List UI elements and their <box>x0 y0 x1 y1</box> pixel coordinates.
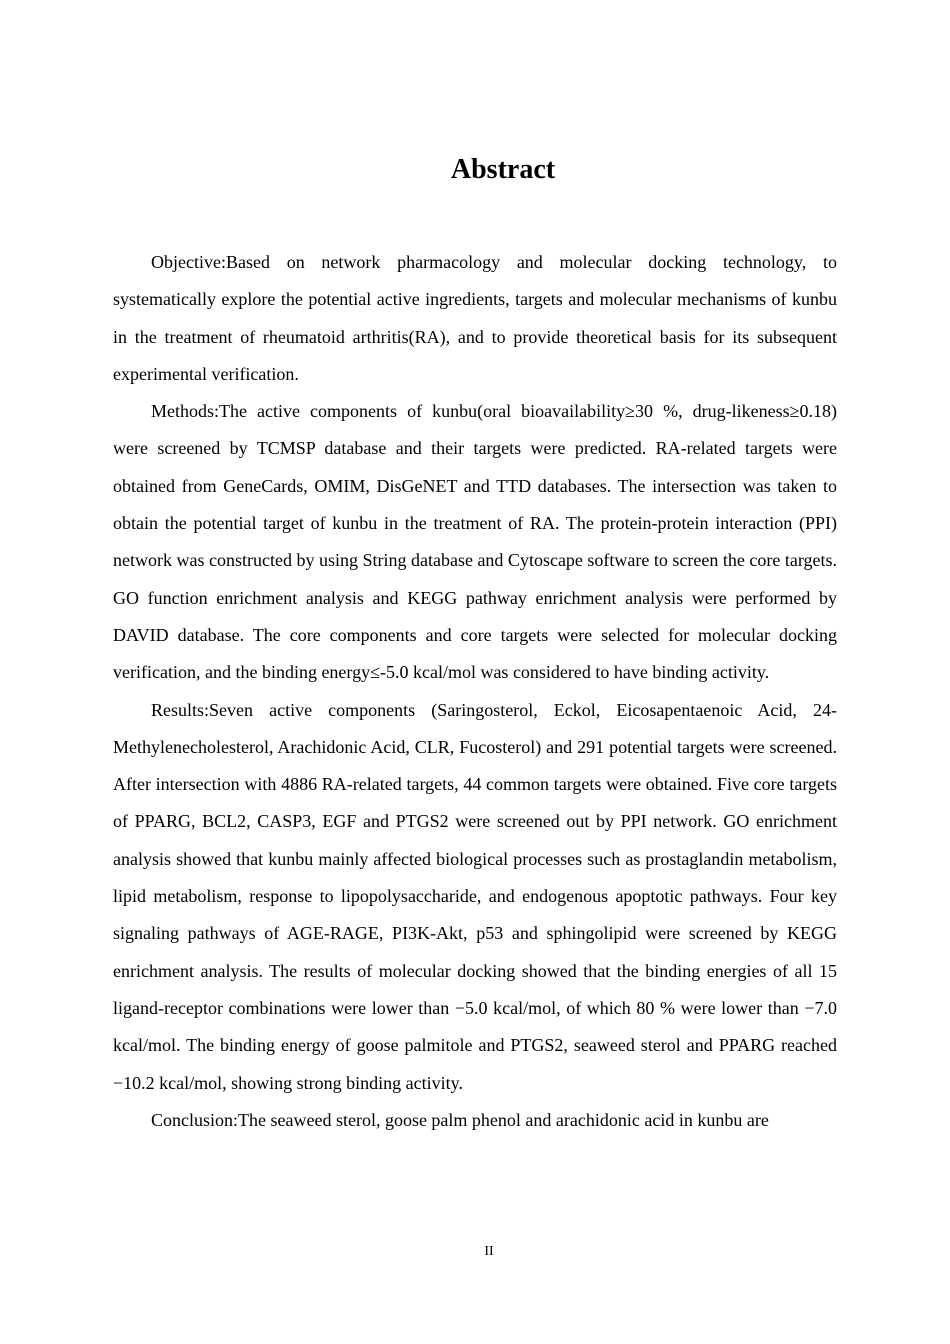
methods-paragraph: Methods:The active components of kunbu(oral bioavailability≥30 %, drug-likeness≥0.18) were screened by TCMSP database and their targets were predicted. RA-related targets were obtained from GeneCards, OMIM, DisGeNET and TTD databases. The intersection was taken to obtain the potential target of kunbu in the treatment of RA. The protein-protein interaction (PPI) network was constructed by using String database and Cytoscape software to screen the core targets. GO function enrichment analysis and KEGG pathway enrichment analysis were performed by DAVID database. The core components and core targets were selected for molecular docking verification, and the binding energy≤-5.0 kcal/mol was considered to have binding activity. <box>113 401 837 683</box>
page-number: II <box>484 1244 494 1259</box>
objective-paragraph: Objective:Based on network pharmacology and molecular docking technology, to systematically explore the potential active ingredients, targets and molecular mechanisms of kunbu in the treatment of rheumatoid arthritis(RA), and to provide theoretical basis for its subsequent experimental verification. <box>113 252 837 384</box>
results-paragraph: Results:Seven active components (Saringosterol, Eckol, Eicosapentaenoic Acid, 24-Methylenecholesterol, Arachidonic Acid, CLR, Fucosterol) and 291 potential targets were screened. After intersection with 4886 RA-related targets, 44 common targets were obtained. Five core targets of PPARG, BCL2, CASP3, EGF and PTGS2 were screened out by PPI network. GO enrichment analysis showed that kunbu mainly affected biological processes such as prostaglandin metabolism, lipid metabolism, response to lipopolysaccharide, and endogenous apoptotic pathways. Four key signaling pathways of AGE-RAGE, PI3K-Akt, p53 and sphingolipid were screened by KEGG enrichment analysis. The results of molecular docking showed that the binding energies of all 15 ligand-receptor combinations were lower than −5.0 kcal/mol, of which 80 % were lower than −7.0 kcal/mol. The binding energy of goose palmitole and PTGS2, seaweed sterol and PPARG reached −10.2 kcal/mol, showing strong binding activity. <box>113 699 837 1093</box>
conclusion-paragraph: Conclusion:The seaweed sterol, goose palm phenol and arachidonic acid in kunbu are <box>151 1109 769 1130</box>
abstract-body <box>113 244 837 1139</box>
abstract-title: Abstract <box>450 154 556 185</box>
